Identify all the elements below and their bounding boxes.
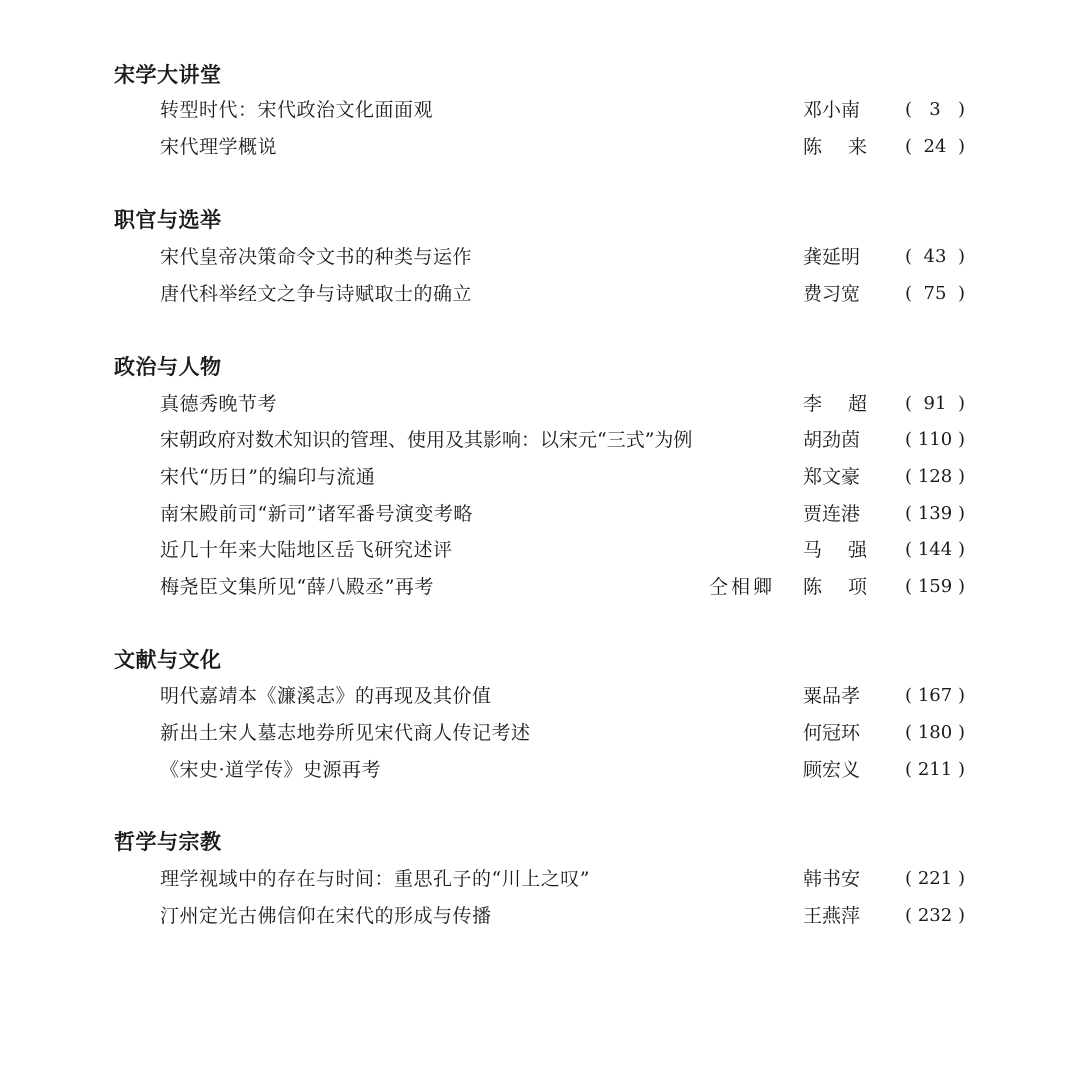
dot-leader — [480, 280, 797, 308]
entry-title: 宋代理学概说 — [160, 136, 278, 158]
page-paren-open: ( — [905, 503, 913, 524]
page-paren-close: ) — [957, 393, 965, 414]
entry-page — [905, 536, 965, 564]
toc-entry[interactable] — [160, 573, 965, 601]
page-paren-open: ( — [905, 539, 913, 560]
page-number: 232 — [917, 905, 953, 926]
page-paren-close: ) — [957, 503, 965, 524]
page-paren-open: ( — [905, 759, 913, 780]
dot-leader — [441, 96, 797, 124]
page-paren-close: ) — [957, 466, 965, 487]
page-paren-open: ( — [905, 429, 913, 450]
entry-title: 真德秀晚节考 — [160, 393, 278, 415]
section-title: 政治与人物 — [114, 355, 222, 379]
page-number: 139 — [917, 503, 953, 524]
toc-entry[interactable] — [160, 719, 965, 747]
entry-page — [905, 133, 965, 161]
entry-title: 唐代科举经文之争与诗赋取士的确立 — [160, 283, 473, 305]
dot-leader — [480, 243, 797, 271]
entry-page — [905, 682, 965, 710]
page-number: 91 — [923, 393, 947, 414]
entry-author: 胡劲茵 — [803, 429, 861, 451]
section-title: 职官与选举 — [114, 208, 222, 232]
dot-leader — [500, 902, 797, 930]
entry-title: 近几十年来大陆地区岳飞研究述评 — [160, 539, 453, 561]
page-paren-open: ( — [905, 246, 913, 267]
toc-entry[interactable] — [160, 243, 965, 271]
page-number: 43 — [923, 246, 947, 267]
toc-entry[interactable] — [160, 426, 965, 454]
page-number: 3 — [929, 99, 941, 120]
entry-page — [905, 573, 965, 601]
page-paren-close: ) — [957, 759, 965, 780]
section-title: 哲学与宗教 — [114, 830, 222, 854]
page-paren-close: ) — [957, 136, 965, 157]
page-paren-open: ( — [905, 722, 913, 743]
entry-author: 陈 来 — [803, 136, 878, 158]
toc-entry[interactable] — [160, 500, 965, 528]
toc-entry[interactable] — [160, 865, 965, 893]
entry-author: 何冠环 — [803, 722, 861, 744]
entry-co-author: 仝相卿 — [708, 576, 775, 598]
page-paren-open: ( — [905, 466, 913, 487]
dot-leader — [442, 573, 703, 601]
page-paren-open: ( — [905, 136, 913, 157]
toc-entry[interactable] — [160, 390, 965, 418]
dot-leader — [285, 133, 797, 161]
entry-author: 马 强 — [803, 539, 878, 561]
entry-title: 汀州定光古佛信仰在宋代的形成与传播 — [160, 905, 492, 927]
entry-author: 粟品孝 — [803, 685, 861, 707]
page-number: 128 — [917, 466, 953, 487]
page-paren-close: ) — [957, 283, 965, 304]
page-paren-open: ( — [905, 685, 913, 706]
page-paren-close: ) — [957, 722, 965, 743]
toc-entry[interactable] — [160, 756, 965, 784]
entry-title: 新出土宋人墓志地券所见宋代商人传记考述 — [160, 722, 531, 744]
page-number: 159 — [917, 576, 953, 597]
entry-page — [905, 463, 965, 491]
dot-leader — [598, 865, 797, 893]
toc-entry[interactable] — [160, 280, 965, 308]
entry-author: 龚延明 — [803, 246, 861, 268]
page-paren-close: ) — [957, 539, 965, 560]
entry-page — [905, 500, 965, 528]
entry-title: 《宋史·道学传》史源再考 — [160, 759, 382, 781]
toc-entry[interactable] — [160, 96, 965, 124]
entry-page — [905, 280, 965, 308]
section-title: 宋学大讲堂 — [114, 63, 222, 87]
entry-title: 理学视域中的存在与时间：重思孔子的“川上之叹” — [160, 868, 590, 890]
page-paren-close: ) — [957, 246, 965, 267]
page-number: 221 — [917, 868, 953, 889]
page-number: 75 — [923, 283, 947, 304]
page-paren-open: ( — [905, 905, 913, 926]
entry-author: 王燕萍 — [803, 905, 861, 927]
page-paren-open: ( — [905, 393, 913, 414]
dot-leader — [481, 500, 797, 528]
toc-entry[interactable] — [160, 682, 965, 710]
dot-leader — [383, 463, 797, 491]
dot-leader — [461, 536, 797, 564]
dot-leader — [500, 682, 797, 710]
dot-leader — [694, 426, 797, 454]
entry-author: 韩书安 — [803, 868, 861, 890]
page-paren-close: ) — [957, 576, 965, 597]
page-number: 24 — [923, 136, 947, 157]
dot-leader — [285, 390, 797, 418]
entry-page — [905, 719, 965, 747]
entry-page — [905, 390, 965, 418]
toc-entry[interactable] — [160, 463, 965, 491]
entry-page — [905, 865, 965, 893]
dot-leader — [539, 719, 797, 747]
entry-author: 顾宏义 — [803, 759, 861, 781]
page-number: 110 — [917, 429, 953, 450]
entry-title: 宋朝政府对数术知识的管理、使用及其影响：以宋元“三式”为例 — [160, 429, 693, 451]
page-number: 211 — [917, 759, 953, 780]
entry-title: 宋代“历日”的编印与流通 — [160, 466, 376, 488]
entry-title: 明代嘉靖本《濂溪志》的再现及其价值 — [160, 685, 492, 707]
entry-author: 贾连港 — [803, 503, 861, 525]
entry-page — [905, 426, 965, 454]
page-paren-close: ) — [957, 868, 965, 889]
entry-author: 邓小南 — [803, 99, 861, 121]
entry-page — [905, 243, 965, 271]
entry-author: 李 超 — [803, 393, 878, 415]
dot-leader — [389, 756, 797, 784]
entry-author: 陈 项 — [803, 576, 878, 598]
entry-author: 郑文豪 — [803, 466, 861, 488]
page-paren-open: ( — [905, 868, 913, 889]
entry-title: 宋代皇帝决策命令文书的种类与运作 — [160, 246, 473, 268]
page-number: 180 — [917, 722, 953, 743]
page-paren-open: ( — [905, 576, 913, 597]
entry-title: 梅尧臣文集所见“薛八殿丞”再考 — [160, 576, 434, 598]
entry-page — [905, 756, 965, 784]
entry-page — [905, 96, 965, 124]
page-paren-open: ( — [905, 283, 913, 304]
page-paren-close: ) — [957, 685, 965, 706]
entry-page — [905, 902, 965, 930]
toc-entry[interactable] — [160, 902, 965, 930]
section-title: 文献与文化 — [114, 648, 222, 672]
entry-author: 费习宽 — [803, 283, 861, 305]
entry-title: 转型时代：宋代政治文化面面观 — [160, 99, 434, 121]
toc-entry[interactable] — [160, 536, 965, 564]
page-paren-close: ) — [957, 429, 965, 450]
page-number: 144 — [917, 539, 953, 560]
toc-entry[interactable] — [160, 133, 965, 161]
page-paren-open: ( — [905, 99, 913, 120]
page-number: 167 — [917, 685, 953, 706]
page-paren-close: ) — [957, 905, 965, 926]
entry-title: 南宋殿前司“新司”诸军番号演变考略 — [160, 503, 473, 525]
page-paren-close: ) — [957, 99, 965, 120]
